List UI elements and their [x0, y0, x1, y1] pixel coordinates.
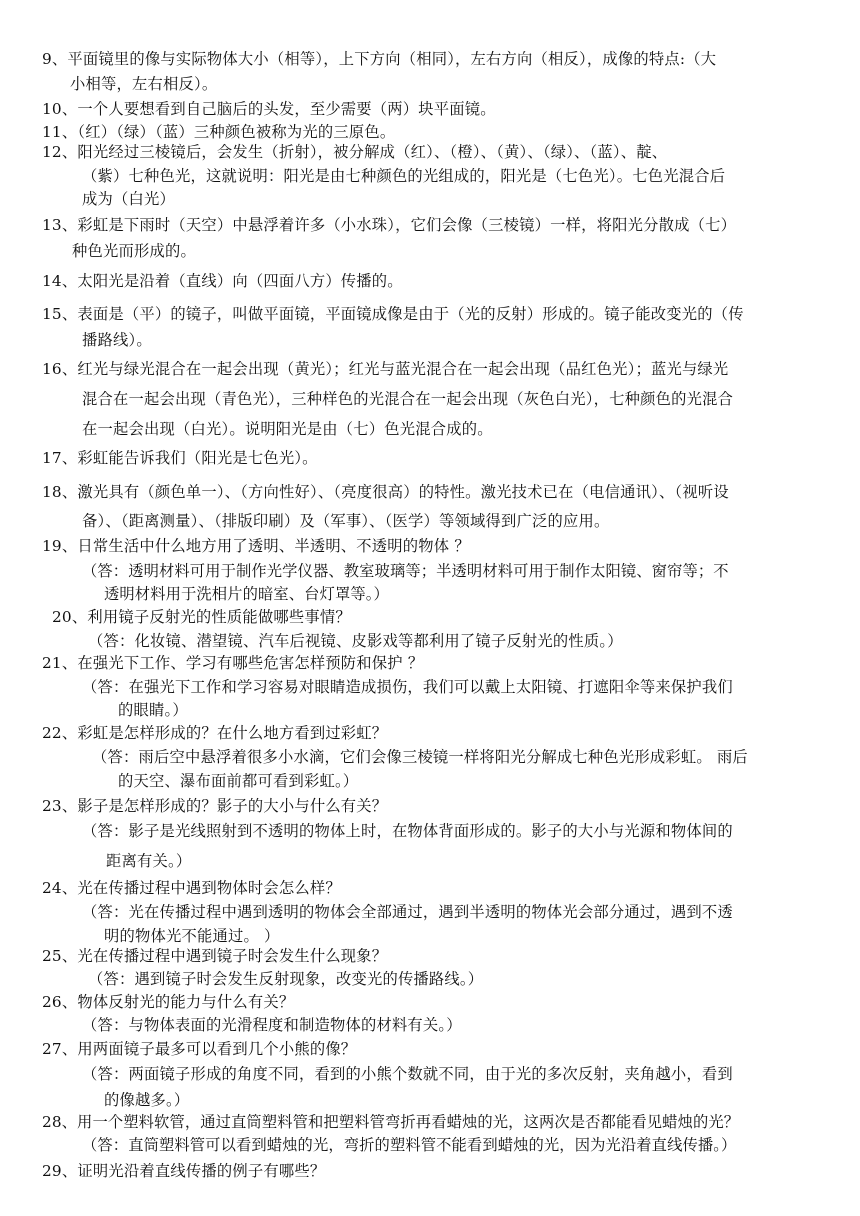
text-line: 距离有关。） — [106, 852, 192, 870]
text-line: 10、一个人要想看到自己脑后的头发，至少需要（两）块平面镜。 — [42, 100, 496, 118]
text-line: 播路线）。 — [82, 331, 152, 349]
text-line: 15、表面是（平）的镜子，叫做平面镜，平面镜成像是由于（光的反射）形成的。镜子能改变光的（传 — [42, 305, 744, 323]
text-line: 14、太阳光是沿着（直线）向（四面八方）传播的。 — [42, 272, 403, 290]
text-line: 13、彩虹是下雨时（天空）中悬浮着许多（小水珠），它们会像（三棱镜）一样，将阳光分散成（七） — [42, 216, 737, 234]
text-line: （紫）七种色光，这就说明：阳光是由七种颜色的光组成的，阳光是（七色光）。七色光混合后 — [82, 166, 726, 185]
text-line: （答：化妆镜、潜望镜、汽车后视镜、皮影戏等都利用了镜子反射光的性质。） — [88, 632, 623, 650]
text-line: 混合在一起会出现（青色光），三种样色的光混合在一起会出现（灰色白光），七种颜色的光混合 — [82, 390, 734, 408]
text-line: 18、激光具有（颜色单一）、（方向性好）、（亮度很高）的特性。激光技术已在（电信通讯）、（视听设 — [42, 483, 729, 501]
text-line: 27、用两面镜子最多可以看到几个小熊的像？ — [42, 1040, 357, 1058]
text-line: （答：与物体表面的光滑程度和制造物体的材料有关。） — [82, 1016, 462, 1034]
text-line: 种色光而形成的。 — [72, 242, 196, 260]
text-line: 成为（白光） — [82, 190, 175, 208]
text-line: 的眼睛。） — [118, 701, 188, 719]
text-line: 17、彩虹能告诉我们（阳光是七色光）。 — [42, 449, 318, 467]
text-line: 21、在强光下工作、学习有哪些危害怎样预防和保护 ？ — [42, 654, 424, 672]
text-line: 透明材料用于洗相片的暗室、台灯罩等。） — [104, 585, 389, 603]
text-line: 20、利用镜子反射光的性质能做哪些事情？ — [52, 608, 351, 626]
text-line: 备）、（距离测量）、（排版印刷）及（军事）、（医学）等领域得到广泛的应用。 — [82, 512, 610, 530]
text-line: 25、光在传播过程中遇到镜子时会发生什么现象？ — [42, 947, 388, 965]
text-line: 28、用一个塑料软管，通过直筒塑料管和把塑料管弯折再看蜡烛的光，这两次是否都能看见蜡烛的光？ — [42, 1113, 740, 1131]
text-line: 24、光在传播过程中遇到物体时会怎么样？ — [42, 879, 341, 897]
text-line: 19、日常生活中什么地方用了透明、半透明、不透明的物体 ？ — [42, 537, 470, 555]
text-line: 23、影子是怎样形成的？影子的大小与什么有关？ — [42, 797, 388, 815]
text-line: 16、红光与绿光混合在一起会出现（黄光）；红光与蓝光混合在一起会出现（品红色光）；蓝光与绿光 — [42, 360, 729, 378]
text-line: （答：透明材料可用于制作光学仪器、教室玻璃等；半透明材料可用于制作太阳镜、窗帘等；不 — [82, 562, 729, 580]
text-line: 的像越多。） — [104, 1091, 190, 1109]
text-line: 12、阳光经过三棱镜后，会发生（折射），被分解成（红）、（橙）、（黄）、（绿）、（蓝）、靛、 — [42, 143, 668, 161]
text-line: 29、证明光沿着直线传播的例子有哪些？ — [42, 1162, 326, 1180]
text-line: 22、彩虹是怎样形成的？在什么地方看到过彩虹？ — [42, 724, 388, 742]
text-line: 明的物体光不能通过。 ） — [104, 927, 280, 945]
text-line: （答：两面镜子形成的角度不同，看到的小熊个数就不同，由于光的多次反射，夹角越小，看到 — [82, 1065, 733, 1083]
text-line: （答：遇到镜子时会发生反射现象，改变光的传播路线。） — [88, 970, 484, 988]
text-line: （答：雨后空中悬浮着很多小水滴，它们会像三棱镜一样将阳光分解成七种色光形成彩虹。 雨后 — [92, 748, 748, 766]
text-line: （答：影子是光线照射到不透明的物体上时，在物体背面形成的。影子的大小与光源和物体间的 — [82, 822, 733, 840]
text-line: 26、物体反射光的能力与什么有关？ — [42, 993, 295, 1011]
text-line: 11、（红）（绿）（蓝）三种颜色被称为光的三原色。 — [42, 123, 396, 141]
text-line: 9、平面镜里的像与实际物体大小（相等），上下方向（相同），左右方向（相反），成像的特点:（大 — [42, 50, 717, 68]
text-line: 在一起会出现（白光）。说明阳光是由（七）色光混合成的。 — [82, 420, 493, 438]
text-line: （答：直筒塑料管可以看到蜡烛的光，弯折的塑料管不能看到蜡烛的光，因为光沿着直线传播。） — [82, 1136, 737, 1154]
text-line: （答：光在传播过程中遇到透明的物体会全部通过，遇到半透明的物体光会部分通过，遇到不透 — [82, 903, 733, 921]
text-line: （答：在强光下工作和学习容易对眼睛造成损伤，我们可以戴上太阳镜、打遮阳伞等来保护我们 — [82, 678, 733, 696]
text-line: 的天空、瀑布面前都可看到彩虹。） — [118, 772, 359, 790]
text-line: 小相等，左右相反）。 — [70, 75, 218, 93]
